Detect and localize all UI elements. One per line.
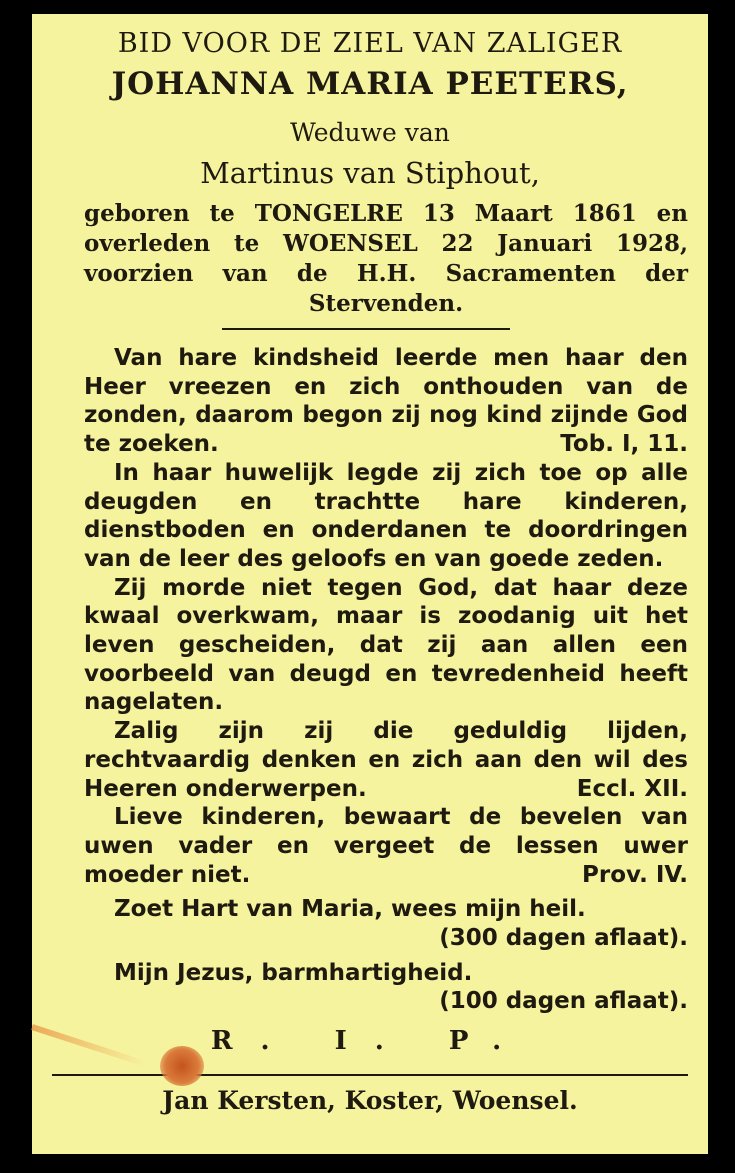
birth-line-2: overleden te WOENSEL 22 Januari 1928, bbox=[84, 230, 688, 257]
prayer-1 bbox=[84, 895, 688, 952]
birth-line-4: Stervenden. bbox=[308, 290, 464, 317]
memorial-card bbox=[32, 14, 708, 1154]
prayer-2-text: Mijn Jezus, barmhartigheid. bbox=[114, 959, 473, 986]
paragraph-4 bbox=[84, 717, 688, 803]
paragraph-3: Zij morde niet tegen God, dat haar deze kwaal overkwam, maar is zoodanig uit het leven gescheiden, dat zij aan allen een voorbeeld van deugd en tevredenheid heeft nagelaten. bbox=[84, 574, 688, 716]
deceased-name: JOHANNA MARIA PEETERS, bbox=[111, 66, 629, 102]
divider-bottom bbox=[52, 1074, 688, 1076]
printer-credit: Jan Kersten, Koster, Woensel. bbox=[162, 1086, 578, 1115]
citation-eccl: Eccl. XII. bbox=[576, 775, 688, 802]
memorial-text bbox=[84, 344, 688, 1016]
prayer-1-text: Zoet Hart van Maria, wees mijn heil. bbox=[114, 896, 586, 923]
husband-name: Martinus van Stiphout, bbox=[200, 156, 540, 190]
divider-top bbox=[222, 328, 510, 330]
paragraph-4-text: Zalig zijn zij die geduldig lijden, rechtvaardig denken en zich aan den wil des Heeren onderwerpen. bbox=[84, 718, 688, 802]
prayer-2-indulgence: (100 dagen aflaat). bbox=[439, 988, 688, 1015]
paragraph-1-text: Van hare kindsheid leerde men haar den Heer vreezen en zich onthouden van de zonden, daarom begon zij nog kind zijnde God te zoeken. bbox=[84, 345, 688, 458]
prayer-1-indulgence: (300 dagen aflaat). bbox=[439, 925, 688, 952]
birth-line-1: geboren te TONGELRE 13 Maart 1861 en bbox=[84, 200, 688, 227]
paragraph-5-text: Lieve kinderen, bewaart de bevelen van uwen vader en vergeet de lessen uwer moeder niet. bbox=[84, 804, 688, 888]
birth-line-3: voorzien van de H.H. Sacramenten der bbox=[84, 260, 688, 287]
prayer-2 bbox=[84, 959, 688, 1016]
stain-mark bbox=[160, 1046, 204, 1086]
paragraph-5 bbox=[84, 803, 688, 889]
birth-death-details bbox=[84, 199, 688, 319]
rip-text: R. I. P. bbox=[210, 1026, 530, 1056]
paragraph-1 bbox=[84, 344, 688, 459]
paragraph-2: In haar huwelijk legde zij zich toe op alle deugden en trachtte hare kinderen, dienstboden en onderdanen te doordringen van de leer des geloofs en van goede zeden. bbox=[84, 459, 688, 572]
prayer-heading: BID VOOR DE ZIEL VAN ZALIGER bbox=[117, 28, 623, 59]
widow-of-label: Weduwe van bbox=[290, 118, 450, 147]
citation-prov: Prov. IV. bbox=[582, 861, 688, 888]
citation-tobit: Tob. I, 11. bbox=[560, 431, 688, 458]
